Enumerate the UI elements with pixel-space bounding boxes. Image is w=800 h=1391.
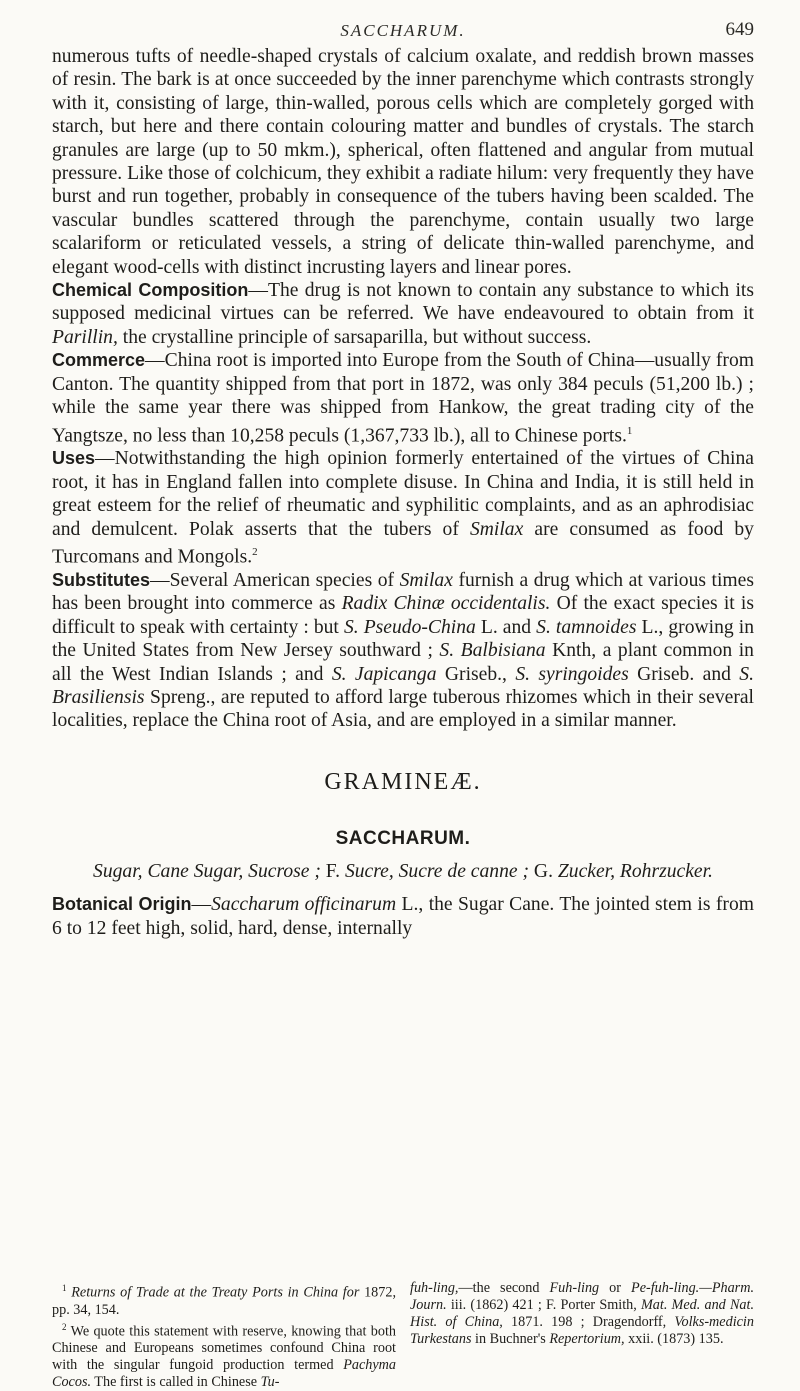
paragraph-chemical-composition [52,279,754,349]
paragraph-botanical-origin [52,893,754,940]
section-lead-uses: Uses [52,448,96,469]
footnote-ref: 2 [252,546,258,559]
italic-term: Sugar, Cane Sugar, Sucrose ; [93,860,321,882]
italic-term: Sucre, Sucre de canne ; [344,860,530,882]
text-segment: Spreng., are reputed to afford large tuberous rhizomes which in their several localities, replace the China root of Asia, and are employed in a similar manner. [52,687,754,732]
text-segment: 1872, pp. 34, 154. [52,1284,397,1318]
italic-term: Smilax [399,570,453,591]
footnote-2 [52,1319,396,1391]
text-segment: xxii. (1873) 135. [624,1331,724,1347]
section-lead-commerce: Commerce [52,350,146,371]
text-segment: —China root is imported into Europe from the South of China—usually from Canton. The quantity shipped from that port in 1872, was only 384 peculs (51,200 lb.) ; while the same year there was shipped from Hankow, the great trading city of the Yangtsze, no less than 10,258 peculs (1,367,733 lb.), all to Chinese ports. [52,350,754,447]
section-lead-botanical: Botanical Origin [52,894,192,915]
italic-term: Returns of Trade at the Treaty Ports in China for [71,1284,360,1301]
text-segment: F. [320,860,345,882]
footnote-1 [52,1280,396,1319]
paragraph-uses [52,447,754,569]
paragraph-microscopy-continued: numerous tufts of needle-shaped crystals of calcium oxalate, and reddish brown masses of resin. The bark is at once succeeded by the inner parenchyme which contrasts strongly with it, consisting of large, thin-walled, porous cells which are completely gorged with starch, but here and there contain colouring matter and bundles of crystals. The starch granules are large (up to 50 mkm.), spherical, often flattened and angular from mutual pressure. Like those of colchicum, they exhibit a radiate hilum: very frequently they have burst and run together, probably in consequence of the tubers having been scalded. The vascular bundles scattered through the parenchyme, contain usually two large scalariform or reticulated vessels, a string of delicate thin-walled parenchyme, and elegant wood-cells with distinct incrusting layers and linear pores. [52,46,754,278]
italic-term: Zucker, Rohrzucker. [557,860,713,882]
synonyms-line [82,860,724,883]
text-segment: —Notwithstanding the high opinion formerly entertained of the virtues of China root, it has in England fallen into complete disuse. In China and India, it is still held in great esteem for the relief of rheumatic and syphilitic complaints, and as an aphrodisiac and demulcent. Polak asserts that the tubers of [52,448,754,540]
running-header [52,0,754,40]
order-heading: GRAMINEÆ. [324,768,482,795]
page-number: 649 [725,19,754,40]
italic-term: Radix Chinæ occidentalis. [341,593,551,615]
text-segment: L., growing in the United States from New Jersey southward ; [52,616,754,662]
text-segment: The first is called in Chinese [91,1374,261,1391]
section-lead-substitutes: Substitutes [52,570,151,590]
footnote-number: 1 [62,1283,67,1293]
italic-term: fuh-ling, [410,1280,459,1296]
text-segment: L. and [475,616,537,638]
paragraph-commerce [52,349,754,447]
italic-term: Fuh-ling [549,1280,600,1296]
italic-term: Mat. Med. and Nat. Hist. of China, [410,1297,755,1330]
text-segment: G. [529,860,558,882]
text-segment: Griseb. and [628,663,740,685]
footnotes-left-column [52,1280,396,1391]
italic-term: S. tamnoides [536,616,637,638]
text-segment: Knth, a plant common in all the West Indian Islands ; and [52,640,754,685]
book-page [52,0,755,1391]
text-segment: are consumed as food by Turcomans and Mongols. [52,518,754,568]
text-segment: the crystalline principle of sarsaparilla, but without success. [117,326,592,348]
paragraph-substitutes [52,569,754,733]
text-segment: in Buchner's [471,1331,550,1347]
text-segment: We quote this statement with reserve, knowing that both Chinese and Europeans sometimes confound China root with the singular fungoid production termed [52,1323,396,1374]
italic-term: Volks-medicin Turkestans [410,1314,754,1347]
text-segment: or [599,1280,632,1296]
italic-term: S. syringoides [515,663,629,685]
running-title: SACCHARUM. [340,21,466,40]
italic-term: Smilax [469,518,524,540]
italic-term: Pachyma Cocos. [52,1357,396,1391]
text-segment: 1871. 198 ; Dragendorff, [502,1314,675,1330]
italic-term: Repertorium, [549,1331,625,1347]
italic-term: Saccharum officinarum [211,894,397,916]
text-segment: —the second [458,1280,550,1296]
section-lead-chemical: Chemical Composition [52,280,249,301]
text-segment: furnish a drug which at various times has been brought into commerce as [52,570,754,615]
text-segment: —Several American species of [150,570,400,591]
text-segment: — [191,894,212,916]
footnotes-right-column [410,1280,754,1391]
footnotes [52,1280,754,1391]
italic-term: Pe-fuh-ling.—Pharm. Journ. [410,1280,754,1313]
italic-term: S. Balbisiana [439,640,546,662]
italic-term: S. Pseudo-China [343,616,476,638]
text-segment: iii. (1862) 421 ; F. Porter Smith, [446,1297,641,1313]
text-segment: L., the Sugar Cane. The jointed stem is from 6 to 12 feet high, solid, hard, dense, internally [52,894,754,939]
genus-heading: SACCHARUM. [335,827,471,849]
italic-term: S. Japicanga [331,663,437,685]
footnote-2-continued [410,1280,754,1348]
text-segment: —The drug is not known to contain any substance to which its supposed medicinal virtues can be referred. We have endeavoured to obtain from it [52,280,754,325]
text-segment: Griseb., [436,663,516,685]
text-segment: Of the exact species it is difficult to speak with certainty : but [52,593,754,638]
italic-term: S. Brasiliensis [52,663,754,709]
footnote-ref: 1 [626,424,633,437]
italic-term: Tu- [260,1374,280,1391]
italic-term: Parillin, [52,326,118,348]
footnote-number: 2 [62,1321,67,1332]
